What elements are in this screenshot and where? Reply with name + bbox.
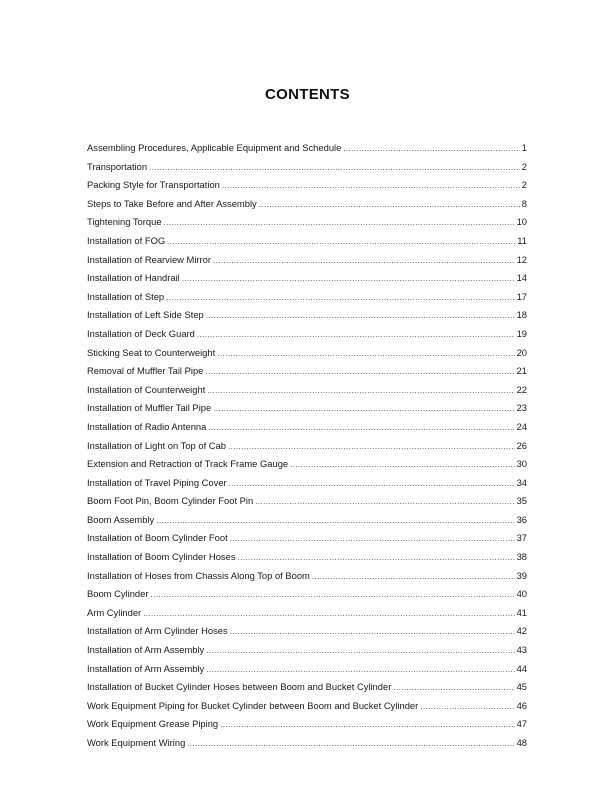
toc-entry-page-number: 30 xyxy=(516,458,527,470)
toc-entry[interactable] xyxy=(87,474,527,493)
toc-entry[interactable] xyxy=(87,213,527,232)
toc-leader-dots xyxy=(230,530,515,549)
toc-entry-title: Installation of FOG xyxy=(87,234,166,246)
toc-entry[interactable] xyxy=(87,548,527,567)
toc-entry[interactable] xyxy=(87,641,527,660)
page-title: CONTENTS xyxy=(265,86,350,103)
toc-entry-title: Installation of Boom Cylinder Foot xyxy=(87,532,228,544)
toc-entry-page-number: 11 xyxy=(517,234,527,246)
toc-entry-title: Boom Assembly xyxy=(87,513,155,525)
toc-entry-page-number: 46 xyxy=(516,699,527,711)
toc-entry-page-number: 45 xyxy=(516,681,527,693)
toc-entry[interactable] xyxy=(87,269,527,288)
toc-entry[interactable] xyxy=(87,418,527,437)
toc-entry[interactable] xyxy=(87,697,527,716)
toc-entry[interactable] xyxy=(87,288,527,307)
toc-entry[interactable] xyxy=(87,362,527,381)
toc-entry[interactable] xyxy=(87,325,527,344)
toc-entry[interactable] xyxy=(87,492,527,511)
toc-leader-dots xyxy=(164,214,515,233)
toc-entry[interactable] xyxy=(87,381,527,400)
toc-entry[interactable] xyxy=(87,511,527,530)
toc-entry-title: Packing Style for Transportation xyxy=(87,179,220,191)
toc-entry-page-number: 20 xyxy=(516,346,527,358)
toc-entry-page-number: 35 xyxy=(516,495,527,507)
toc-entry-title: Boom Foot Pin, Boom Cylinder Foot Pin xyxy=(87,495,254,507)
toc-leader-dots xyxy=(217,345,514,364)
toc-leader-dots xyxy=(220,716,514,735)
toc-leader-dots xyxy=(213,400,514,419)
toc-leader-dots xyxy=(166,289,514,308)
toc-entry-title: Installation of Arm Assembly xyxy=(87,644,205,656)
toc-leader-dots xyxy=(167,233,515,252)
toc-leader-dots xyxy=(182,270,515,289)
toc-entry-page-number: 21 xyxy=(516,365,527,377)
toc-entry[interactable] xyxy=(87,399,527,418)
toc-entry-page-number: 41 xyxy=(516,606,527,618)
toc-entry-page-number: 43 xyxy=(516,644,527,656)
toc-entry-title: Removal of Muffler Tail Pipe xyxy=(87,365,204,377)
toc-entry-title: Installation of Light on Top of Cab xyxy=(87,439,226,451)
toc-entry-title: Arm Cylinder xyxy=(87,606,142,618)
toc-entry-page-number: 2 xyxy=(521,160,527,172)
toc-leader-dots xyxy=(290,456,514,475)
toc-leader-dots xyxy=(312,568,515,587)
toc-entry-page-number: 48 xyxy=(516,737,527,748)
toc-entry-page-number: 17 xyxy=(516,290,527,302)
toc-entry[interactable] xyxy=(87,306,527,325)
toc-leader-dots xyxy=(420,698,514,717)
toc-entry-page-number: 40 xyxy=(516,588,527,600)
toc-entry-title: Installation of Rearview Mirror xyxy=(87,253,211,265)
toc-entry[interactable] xyxy=(87,344,527,363)
toc-leader-dots xyxy=(150,586,514,605)
toc-entry-title: Work Equipment Wiring xyxy=(87,737,186,748)
toc-leader-dots xyxy=(213,252,515,271)
toc-entry[interactable] xyxy=(87,678,527,697)
toc-entry-page-number: 22 xyxy=(516,383,527,395)
toc-entry-title: Installation of Hoses from Chassis Along Top of Boom xyxy=(87,569,310,581)
toc-entry-title: Boom Cylinder xyxy=(87,588,149,600)
toc-entry-title: Installation of Travel Piping Cover xyxy=(87,476,227,488)
toc-leader-dots xyxy=(187,735,514,754)
toc-entry[interactable] xyxy=(87,176,527,195)
toc-entry[interactable] xyxy=(87,604,527,623)
toc-entry-title: Extension and Retraction of Track Frame Gauge xyxy=(87,458,289,470)
toc-leader-dots xyxy=(205,363,514,382)
toc-leader-dots xyxy=(143,605,514,624)
toc-entry-title: Installation of Muffler Tail Pipe xyxy=(87,402,212,414)
toc-leader-dots xyxy=(206,661,514,680)
toc-entry[interactable] xyxy=(87,195,527,214)
toc-entry-page-number: 10 xyxy=(516,216,527,228)
toc-entry-page-number: 38 xyxy=(516,551,527,563)
toc-entry[interactable] xyxy=(87,158,527,177)
toc-entry[interactable] xyxy=(87,232,527,251)
toc-entry-title: Installation of Boom Cylinder Hoses xyxy=(87,551,236,563)
toc-leader-dots xyxy=(207,382,514,401)
toc-entry-page-number: 14 xyxy=(516,272,527,284)
toc-entry-title: Installation of Arm Assembly xyxy=(87,662,205,674)
toc-leader-dots xyxy=(156,512,514,531)
toc-entry[interactable] xyxy=(87,585,527,604)
toc-entry-page-number: 42 xyxy=(516,625,527,637)
toc-leader-dots xyxy=(259,196,520,215)
toc-entry-title: Transportation xyxy=(87,160,148,172)
toc-entry-page-number: 36 xyxy=(516,513,527,525)
toc-entry-page-number: 34 xyxy=(516,476,527,488)
toc-entry-title: Assembling Procedures, Applicable Equipment and Schedule xyxy=(87,142,342,153)
toc-leader-dots xyxy=(230,623,515,642)
toc-entry[interactable] xyxy=(87,715,527,734)
toc-entry[interactable] xyxy=(87,529,527,548)
toc-entry-title: Steps to Take Before and After Assembly xyxy=(87,197,257,209)
toc-leader-dots xyxy=(343,140,519,159)
toc-entry-title: Work Equipment Grease Piping xyxy=(87,718,219,730)
toc-entry-page-number: 19 xyxy=(516,327,527,339)
toc-entry-page-number: 39 xyxy=(516,569,527,581)
toc-entry-title: Installation of Arm Cylinder Hoses xyxy=(87,625,228,637)
toc-entry-title: Sticking Seat to Counterweight xyxy=(87,346,216,358)
toc-entry[interactable] xyxy=(87,455,527,474)
toc-entry[interactable] xyxy=(87,139,527,158)
toc-leader-dots xyxy=(393,679,514,698)
toc-entry-page-number: 24 xyxy=(516,420,527,432)
toc-entry-title: Installation of Step xyxy=(87,290,165,302)
toc-entry-page-number: 2 xyxy=(521,179,527,191)
toc-leader-dots xyxy=(206,642,514,661)
toc-leader-dots xyxy=(238,549,515,568)
toc-entry[interactable] xyxy=(87,437,527,456)
toc-leader-dots xyxy=(228,438,515,457)
toc-entry-page-number: 8 xyxy=(521,197,527,209)
toc-entry[interactable] xyxy=(87,622,527,641)
toc-entry[interactable] xyxy=(87,567,527,586)
toc-entry-title: Tightening Torque xyxy=(87,216,162,228)
toc-entry-title: Installation of Left Side Step xyxy=(87,309,204,321)
toc-entry-page-number: 23 xyxy=(516,402,527,414)
toc-entry-title: Installation of Radio Antenna xyxy=(87,420,207,432)
toc-entry-title: Work Equipment Piping for Bucket Cylinder between Boom and Bucket Cylinder xyxy=(87,699,419,711)
toc-entry[interactable] xyxy=(87,251,527,270)
toc-entry-page-number: 18 xyxy=(516,309,527,321)
table-of-contents xyxy=(87,139,527,753)
toc-leader-dots xyxy=(206,307,515,326)
toc-entry-page-number: 37 xyxy=(516,532,527,544)
toc-entry[interactable] xyxy=(87,660,527,679)
toc-leader-dots xyxy=(208,419,514,438)
toc-entry-title: Installation of Deck Guard xyxy=(87,327,195,339)
toc-entry-page-number: 26 xyxy=(516,439,527,451)
toc-entry-page-number: 47 xyxy=(516,718,527,730)
toc-entry-title: Installation of Counterweight xyxy=(87,383,206,395)
toc-entry-title: Installation of Handrail xyxy=(87,272,180,284)
toc-entry-page-number: 1 xyxy=(521,142,527,153)
toc-entry-title: Installation of Bucket Cylinder Hoses between Boom and Bucket Cylinder xyxy=(87,681,392,693)
toc-leader-dots xyxy=(222,177,520,196)
toc-entry-page-number: 12 xyxy=(516,253,527,265)
toc-leader-dots xyxy=(197,326,515,345)
toc-leader-dots xyxy=(255,493,514,512)
toc-entry-page-number: 44 xyxy=(516,662,527,674)
toc-entry[interactable] xyxy=(87,734,527,753)
toc-leader-dots xyxy=(229,475,515,494)
toc-leader-dots xyxy=(149,159,520,178)
